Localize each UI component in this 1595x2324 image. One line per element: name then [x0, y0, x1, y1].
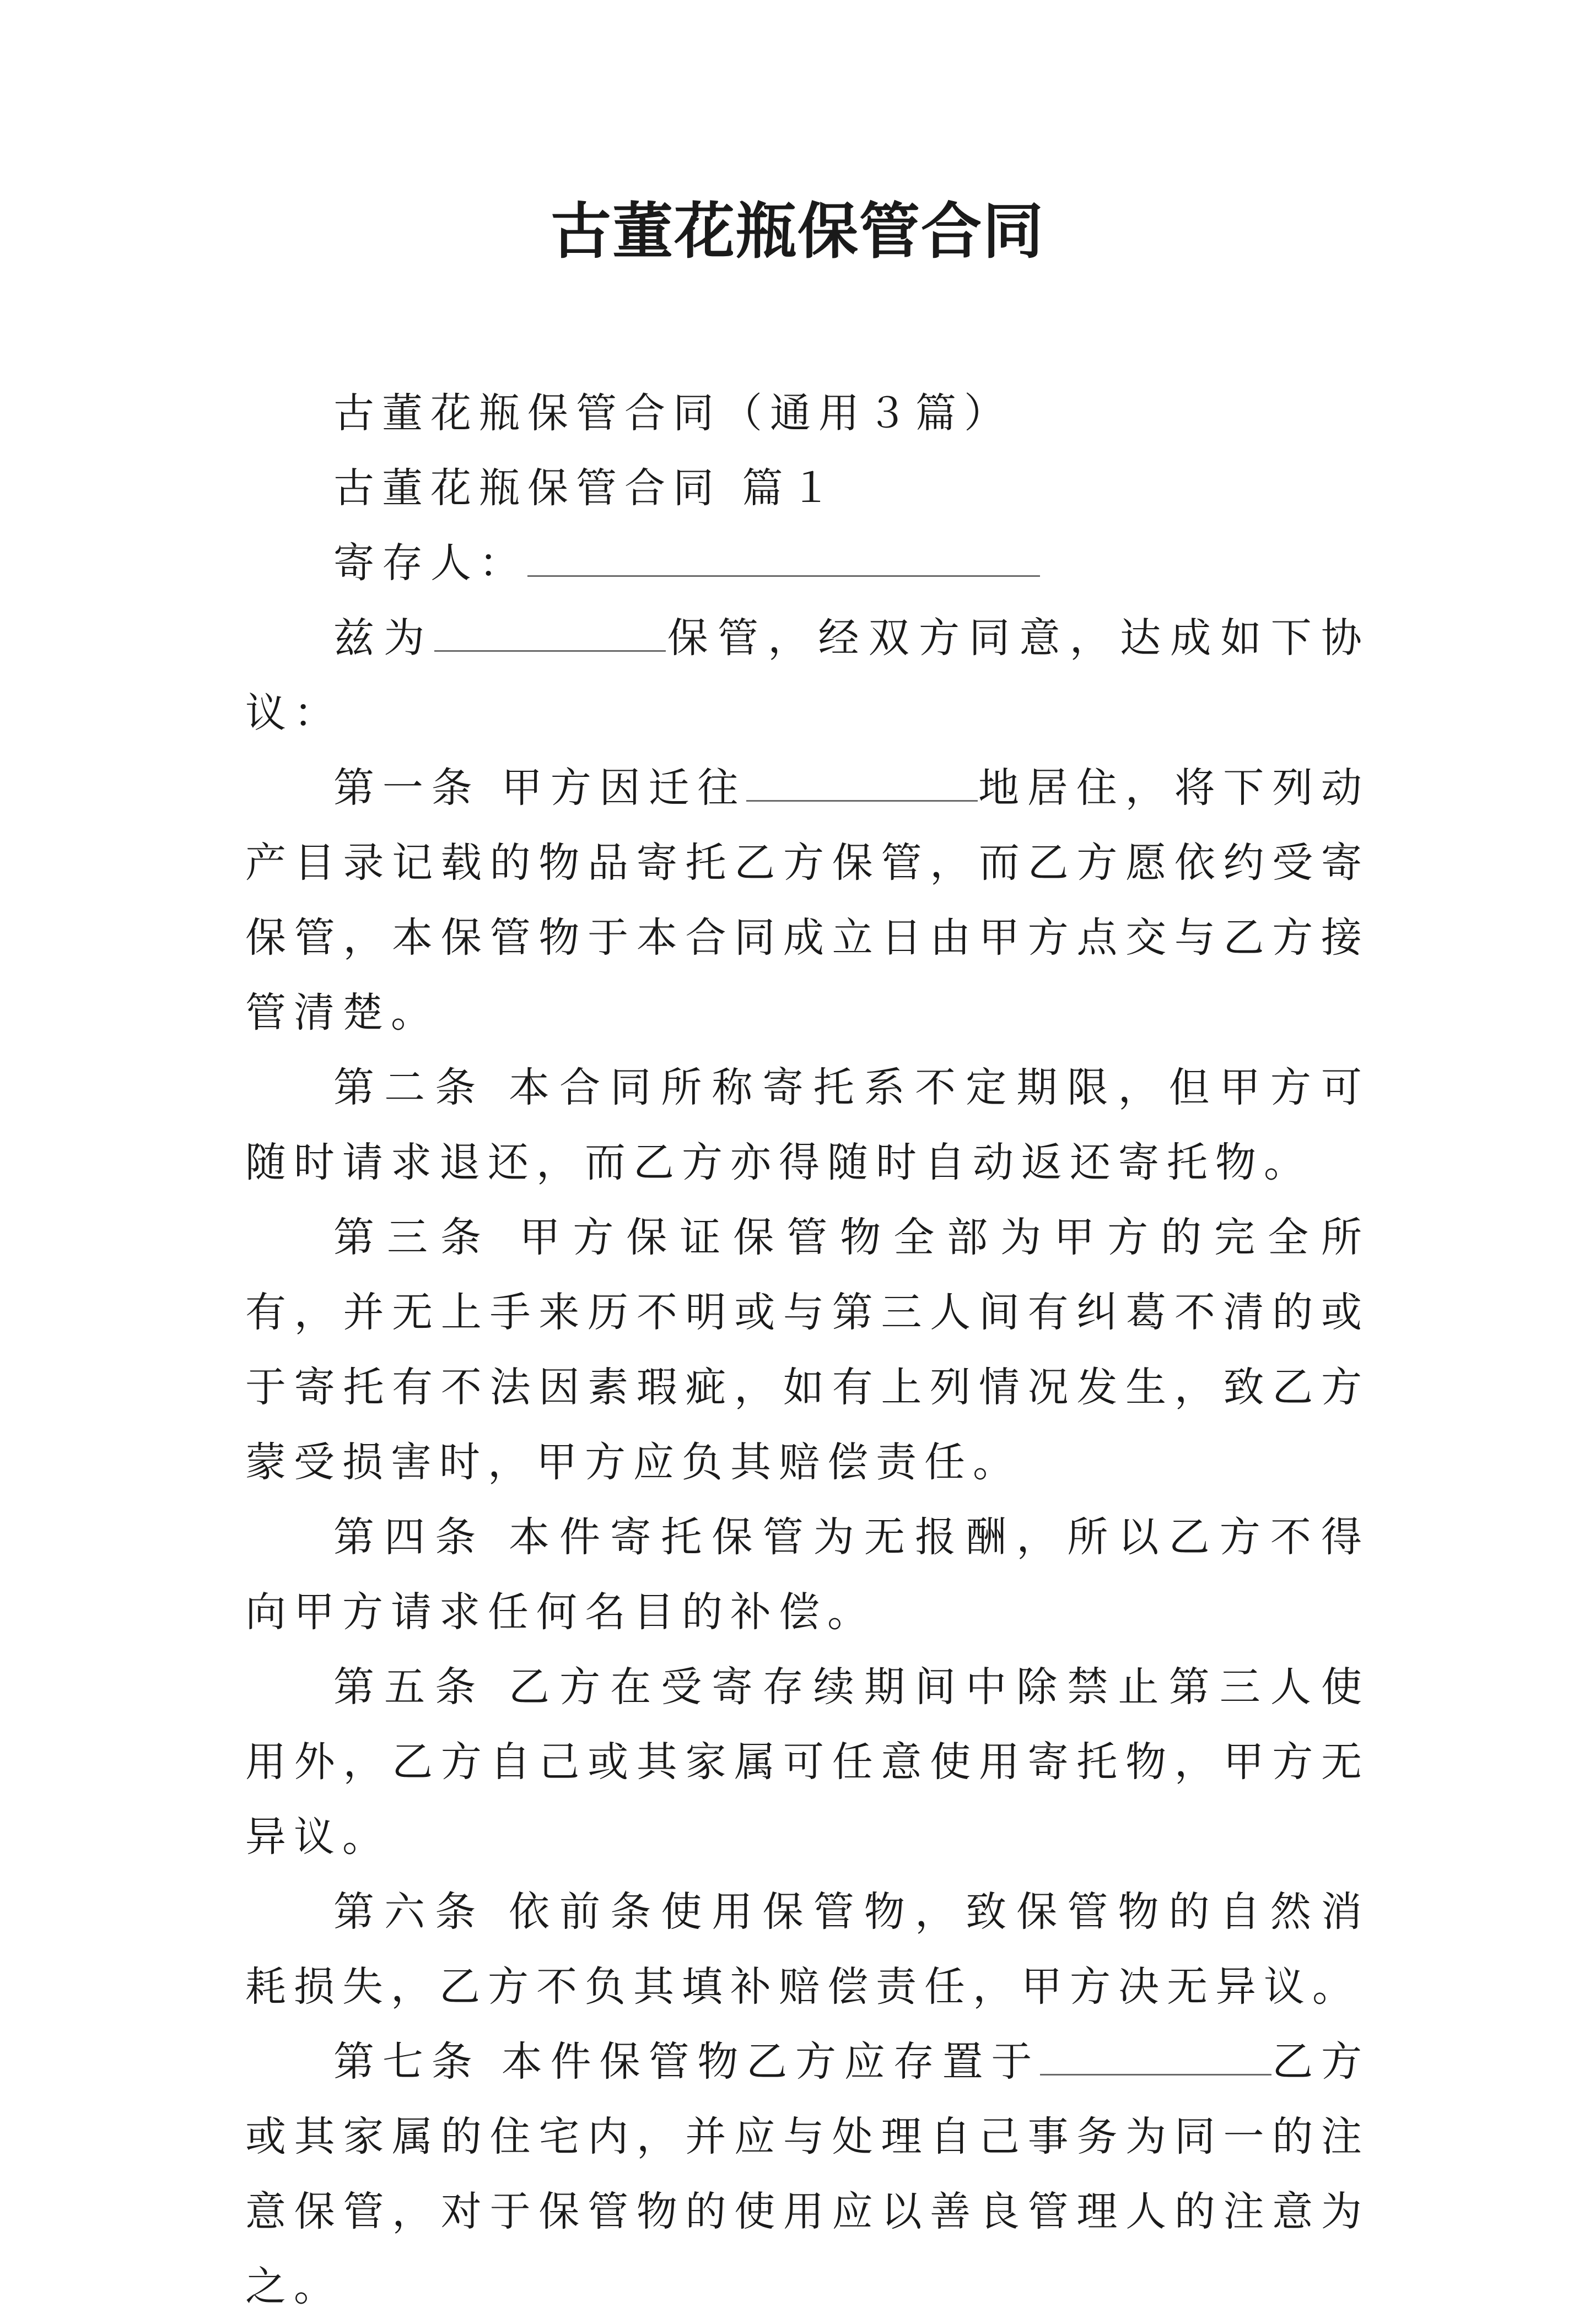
article-1-suffix: 地居住，将下列动产目录记载的物品寄托乙方保管，而乙方愿依约受寄保管，本保管物于本合同成立日由甲方点交与乙方接管清楚。 [245, 764, 1370, 1036]
article-2: 第二条 本合同所称寄托系不定期限，但甲方可随时请求退还，而乙方亦得随时自动返还寄托物。 [245, 1064, 1370, 1186]
article-1 [245, 750, 1370, 1050]
article-1-prefix: 第一条 甲方因迁往 [333, 764, 747, 812]
intro-paragraph [245, 601, 1370, 750]
intro-blank [434, 610, 666, 652]
intro-prefix: 兹为 [333, 614, 434, 662]
article-1-blank [746, 760, 978, 802]
subtitle: 古董花瓶保管合同（通用３篇） [333, 390, 1012, 437]
article-7-prefix: 第七条 本件保管物乙方应存置于 [333, 2038, 1041, 2085]
document-body [245, 376, 1370, 2324]
intro-suffix: 保管，经双方同意，达成如下协议： [245, 614, 1370, 737]
article-6: 第六条 依前条使用保管物，致保管物的自然消耗损失，乙方不负其填补赔偿责任，甲方决无异议。 [245, 1888, 1370, 2010]
article-7-blank [1040, 2034, 1271, 2076]
article-3: 第三条 甲方保证保管物全部为甲方的完全所有，并无上手来历不明或与第三人间有纠葛不清的或于寄托有不法因素瑕疵，如有上列情况发生，致乙方蒙受损害时，甲方应负其赔偿责任。 [245, 1214, 1370, 1486]
depositor-label: 寄存人： [333, 539, 527, 587]
section-heading: 古董花瓶保管合同 篇１ [333, 464, 839, 512]
article-7-suffix: 乙方或其家属的住宅内，并应与处理自己事务为同一的注意保管，对于保管物的使用应以善良管理人的注意为之。 [245, 2038, 1370, 2310]
depositor-blank [527, 536, 1040, 577]
depositor-line [245, 526, 1370, 601]
article-4: 第四条 本件寄托保管为无报酬，所以乙方不得向甲方请求任何名目的补偿。 [245, 1514, 1370, 1636]
article-5: 第五条 乙方在受寄存续期间中除禁止第三人使用外，乙方自己或其家属可任意使用寄托物，甲方无异议。 [245, 1663, 1370, 1861]
document-title: 古董花瓶保管合同 [551, 196, 1044, 267]
article-7 [245, 2024, 1370, 2324]
